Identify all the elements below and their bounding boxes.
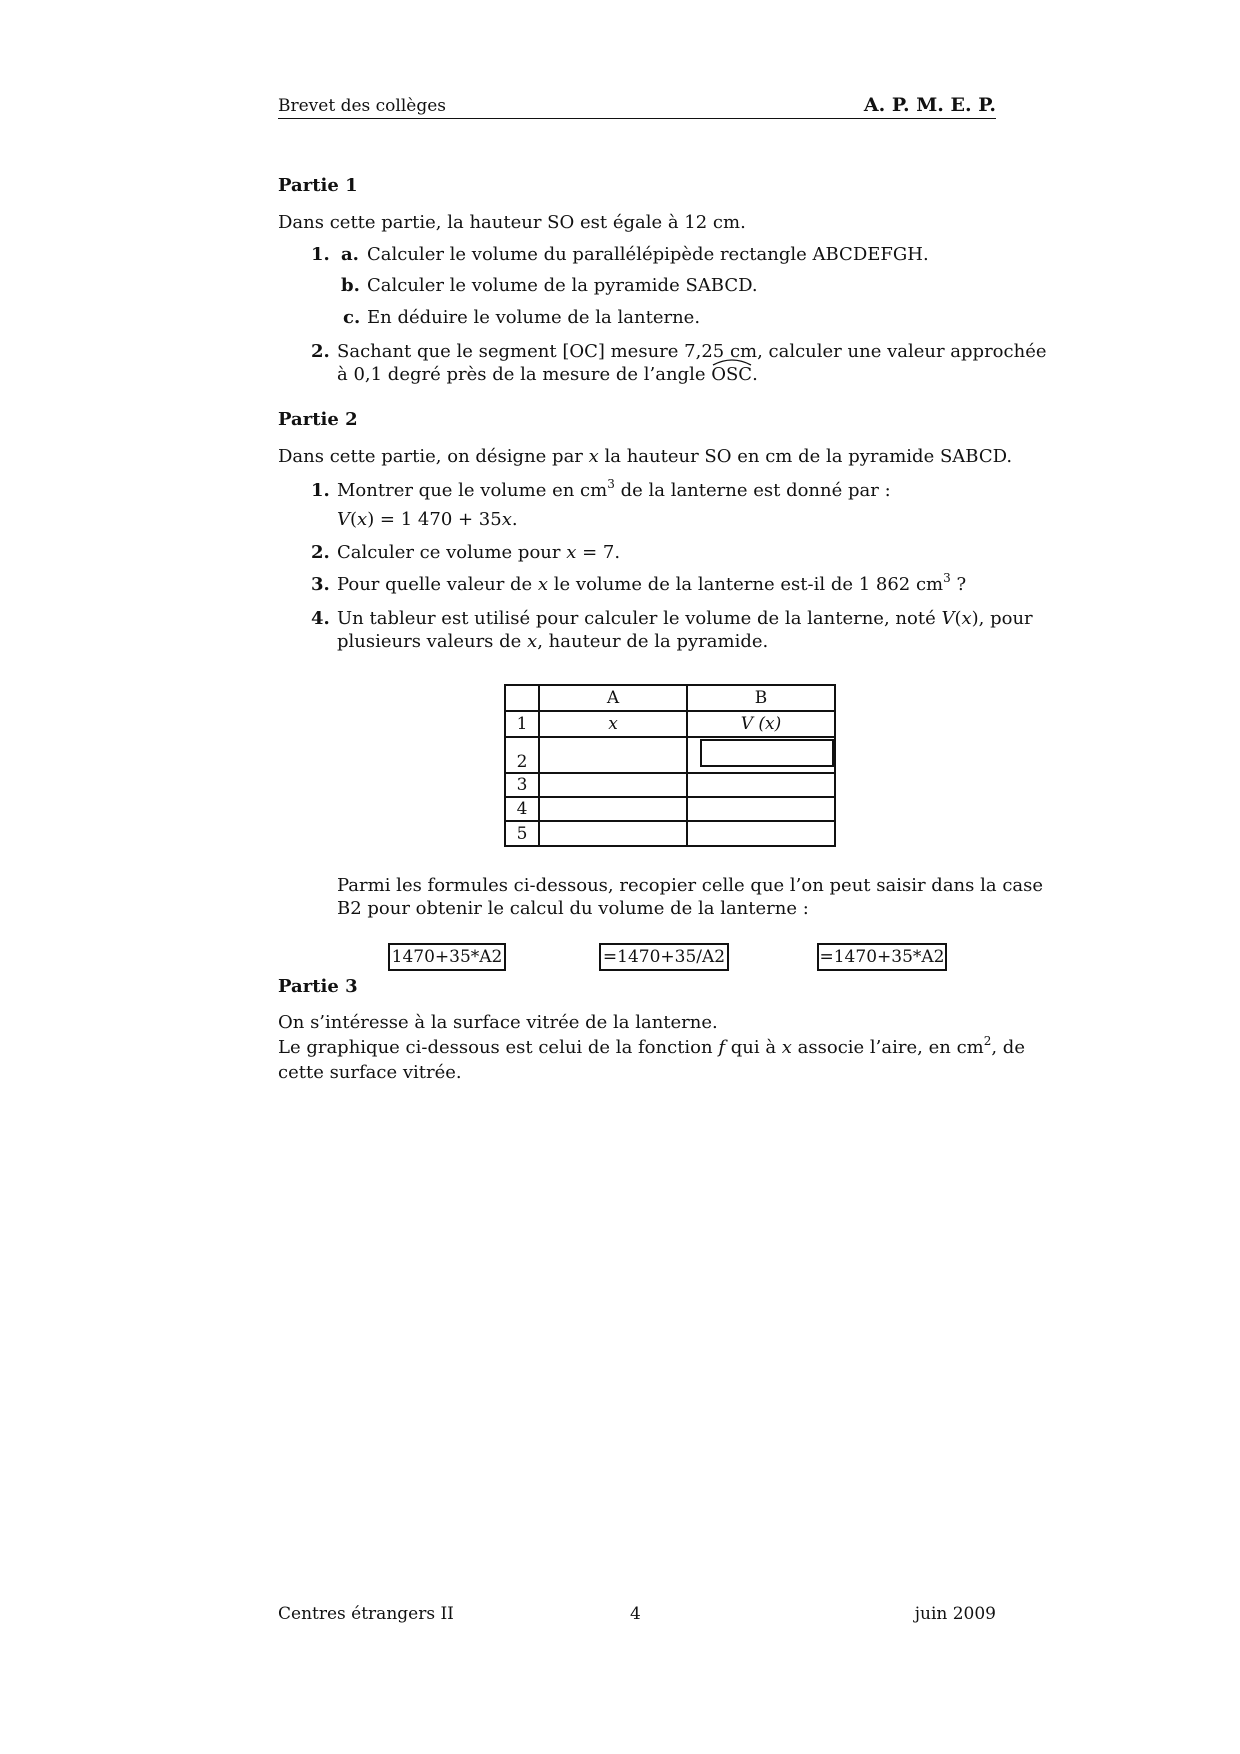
sheet-cell-b1: V (x) bbox=[687, 711, 835, 737]
formula-option-3: =1470+35*A2 bbox=[817, 943, 947, 971]
q1c-label: c. bbox=[343, 307, 361, 328]
q1b-text: Calculer le volume de la pyramide SABCD. bbox=[367, 275, 758, 296]
partie1-q2-line2 bbox=[337, 362, 758, 387]
p2-q4-line2-post: , hauteur de la pyramide. bbox=[537, 631, 769, 652]
sheet-cell-a2 bbox=[539, 737, 687, 773]
p2-q4-fn: V bbox=[941, 608, 955, 629]
partie1-q1c bbox=[343, 305, 700, 330]
p3-line2-pre: Le graphique ci-dessous est celui de la fonction bbox=[278, 1037, 719, 1058]
p3-line2-exp: 2 bbox=[983, 1034, 992, 1048]
formula-rest: ) = 1 470 + 35 bbox=[367, 509, 502, 530]
header-rule bbox=[278, 118, 996, 119]
partie3-line2 bbox=[278, 1035, 1025, 1060]
p2-q2-post: = 7. bbox=[576, 542, 621, 563]
header-right: A. P. M. E. P. bbox=[863, 94, 996, 116]
sheet-cell bbox=[687, 773, 835, 797]
partie1-q1a bbox=[311, 242, 929, 267]
p2-q1-exp: 3 bbox=[607, 477, 615, 491]
sheet-active-cell-selection bbox=[700, 739, 834, 767]
p2-q4-open: ( bbox=[954, 608, 962, 629]
formulas-instruction-line2: B2 pour obtenir le calcul du volume de la lanterne : bbox=[337, 898, 809, 919]
p2-q2-pre: Calculer ce volume pour bbox=[337, 542, 567, 563]
sheet-cell bbox=[539, 773, 687, 797]
formulas-instruction-line1: Parmi les formules ci-dessous, recopier celle que l’on peut saisir dans la case bbox=[337, 875, 1044, 896]
sheet-cell-a1: x bbox=[539, 711, 687, 737]
p2-q4-line2-var: x bbox=[527, 631, 538, 652]
sheet-row bbox=[505, 737, 835, 773]
partie2-q1 bbox=[311, 478, 891, 503]
sheet-row-number: 4 bbox=[505, 797, 539, 821]
q2-number: 2. bbox=[311, 341, 330, 362]
p2-q4-line2-pre: plusieurs valeurs de bbox=[337, 631, 528, 652]
partie3-title: Partie 3 bbox=[278, 976, 358, 997]
p3-line2-mid2: associe l’aire, en cm bbox=[791, 1037, 984, 1058]
angle-arc-icon bbox=[711, 355, 753, 367]
partie2-intro bbox=[278, 444, 1012, 469]
p3-line2-f: f bbox=[718, 1037, 726, 1058]
p2-q1-number: 1. bbox=[311, 480, 330, 501]
formula-open: ( bbox=[350, 509, 358, 530]
partie1-q2-line1 bbox=[311, 339, 1047, 364]
partie2-intro-var: x bbox=[588, 446, 599, 467]
partie1-title: Partie 1 bbox=[278, 175, 358, 196]
p2-q3-pre: Pour quelle valeur de bbox=[337, 574, 538, 595]
sheet-row bbox=[505, 773, 835, 797]
p2-q1-pre: Montrer que le volume en cm bbox=[337, 480, 608, 501]
sheet-cell bbox=[539, 797, 687, 821]
sheet-header-row bbox=[505, 685, 835, 711]
p3-line2-x: x bbox=[781, 1037, 792, 1058]
partie2-intro-pre: Dans cette partie, on désigne par bbox=[278, 446, 589, 467]
footer-page-number: 4 bbox=[630, 1604, 641, 1624]
sheet-row bbox=[505, 711, 835, 737]
sheet-corner-cell bbox=[505, 685, 539, 711]
partie2-q4-line2 bbox=[337, 629, 768, 654]
q1a-label: a. bbox=[341, 244, 359, 265]
sheet-col-a-header: A bbox=[539, 685, 687, 711]
sheet-row-number: 3 bbox=[505, 773, 539, 797]
angle-osc bbox=[711, 362, 752, 387]
partie2-q3 bbox=[311, 572, 966, 597]
formula-fn: V bbox=[337, 509, 350, 530]
q1c-text: En déduire le volume de la lanterne. bbox=[367, 307, 701, 328]
sheet-cell bbox=[687, 821, 835, 846]
partie2-title: Partie 2 bbox=[278, 409, 358, 430]
sheet-row bbox=[505, 821, 835, 846]
p2-q3-var: x bbox=[537, 574, 549, 595]
p2-q3-mid: le volume de la lanterne est-il de 1 862 cm bbox=[548, 574, 944, 595]
p2-q3-number: 3. bbox=[311, 574, 330, 595]
formula-option-2: =1470+35/A2 bbox=[599, 943, 729, 971]
p2-q3-exp: 3 bbox=[943, 571, 951, 585]
formula-var: x bbox=[357, 509, 368, 530]
sheet-row-number: 1 bbox=[505, 711, 539, 737]
p3-line2-mid: qui à bbox=[725, 1037, 782, 1058]
q1b-label: b. bbox=[341, 275, 360, 296]
sheet-cell bbox=[539, 821, 687, 846]
q2-line2-post: . bbox=[752, 364, 758, 385]
formula-end: . bbox=[511, 509, 518, 530]
sheet-cell-b2 bbox=[687, 737, 835, 773]
footer-left: Centres étrangers II bbox=[278, 1604, 454, 1624]
partie2-q4-line1 bbox=[311, 606, 1033, 631]
q1a-text: Calculer le volume du parallélépipède rectangle ABCDEFGH. bbox=[367, 244, 929, 265]
header-left: Brevet des collèges bbox=[278, 96, 447, 116]
partie3-line3: cette surface vitrée. bbox=[278, 1062, 462, 1083]
footer-right: juin 2009 bbox=[914, 1604, 996, 1624]
q1-number: 1. bbox=[311, 244, 330, 265]
p2-q4-line1-pre: Un tableur est utilisé pour calculer le volume de la lanterne, noté bbox=[337, 608, 942, 629]
p2-q1-post: de la lanterne est donné par : bbox=[614, 480, 891, 501]
p2-q3-post: ? bbox=[950, 574, 967, 595]
partie1-intro: Dans cette partie, la hauteur SO est égale à 12 cm. bbox=[278, 212, 746, 233]
p3-line2-post: , de bbox=[991, 1037, 1025, 1058]
spreadsheet-table bbox=[504, 684, 836, 847]
sheet-row bbox=[505, 797, 835, 821]
partie1-q1b bbox=[341, 273, 758, 298]
sheet-col-b-header: B bbox=[687, 685, 835, 711]
q2-line2-pre: à 0,1 degré près de la mesure de l’angle bbox=[337, 364, 712, 385]
formula-var2: x bbox=[501, 509, 512, 530]
partie2-intro-post: la hauteur SO en cm de la pyramide SABCD. bbox=[598, 446, 1013, 467]
p2-q4-var: x bbox=[961, 608, 972, 629]
p2-q2-var: x bbox=[566, 542, 577, 563]
formula-option-1: 1470+35*A2 bbox=[388, 943, 506, 971]
partie2-q1-formula bbox=[337, 507, 518, 532]
angle-label: OSC bbox=[711, 364, 753, 385]
p2-q4-line1-post: ), pour bbox=[971, 608, 1033, 629]
sheet-row-number: 2 bbox=[505, 737, 539, 773]
partie3-line1: On s’intéresse à la surface vitrée de la lanterne. bbox=[278, 1012, 718, 1033]
sheet-row-number: 5 bbox=[505, 821, 539, 846]
p2-q2-number: 2. bbox=[311, 542, 330, 563]
partie2-q2 bbox=[311, 540, 620, 565]
q2-line1: Sachant que le segment [OC] mesure 7,25 cm, calculer une valeur approchée bbox=[337, 341, 1047, 362]
p2-q4-number: 4. bbox=[311, 608, 330, 629]
sheet-cell bbox=[687, 797, 835, 821]
